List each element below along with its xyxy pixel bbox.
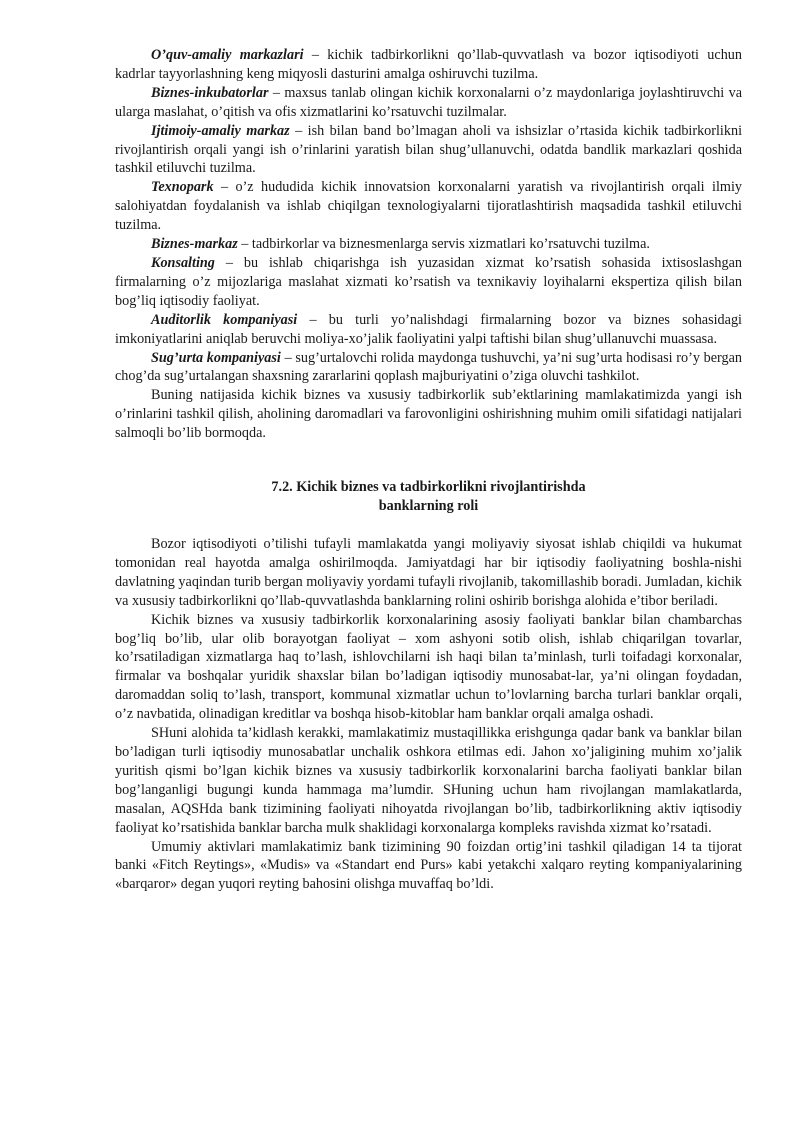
definition-term: Biznes-inkubatorlar bbox=[151, 84, 269, 101]
definition-text: – kichik tadbirkorlikni qo’llab-quvvatlash va bozor iqtisodiyoti uchun kadrlar tayyorlashning keng miqyosli dasturini amalga oshiruvchi tuzilma. bbox=[115, 47, 742, 82]
definition-term: Auditorlik kompaniyasi bbox=[151, 311, 298, 328]
definition-term: Biznes-markaz bbox=[151, 236, 238, 253]
section-heading-line: 7.2. Kichik biznes va tadbirkorlikni rivojlantirishda bbox=[271, 479, 586, 496]
definition-paragraph bbox=[115, 349, 742, 387]
definition-text: – o’z hududida kichik innovatsion korxonalarni yaratish va rivojlantirish orqali ilmiy salohiyatdan foydalanish va ishlab chiqilgan texnologiyalarni tijoratlashtirish maqsadida tashkil etiluvchi tuzilma. bbox=[115, 179, 742, 234]
document-page bbox=[115, 46, 742, 894]
definition-paragraph bbox=[115, 84, 742, 122]
definition-text: – sug’urtalovchi rolida maydonga tushuvchi, ya’ni sug’urta hodisasi ro’y bergan chog’da sug’urtalangan shaxsning zararlarini qoplash majburiyatini o’ziga oluvchi tashkilot. bbox=[115, 349, 742, 385]
spacer bbox=[115, 443, 742, 478]
definition-text: – bu turli yo’nalishdagi firmalarning bozor va biznes sohasidagi imkoniyatlarini aniqlab beruvchi moliya-xo’jalik faoliyatini yalpi taftishi bilan shug’ullanuvchi muassasa. bbox=[115, 311, 742, 347]
summary-paragraph: Buning natijasida kichik biznes va xususiy tadbirkorlik sub’ektlarining mamlakatimizda yangi ish o’rinlarini tashkil qilish, aholining daromadlari va farovonligini oshirishning muhim omili sifatidagi natijalari salmoqli bo’lib bormoqda. bbox=[115, 387, 742, 442]
definition-paragraph bbox=[115, 178, 742, 235]
spacer bbox=[115, 516, 742, 535]
definition-paragraph bbox=[115, 235, 742, 254]
definition-paragraph bbox=[115, 46, 742, 84]
section-heading bbox=[115, 478, 742, 516]
body-paragraph: Umumiy aktivlari mamlakatimiz bank tizimining 90 foizdan ortig’ini tashkil qiladigan 14 ta tijorat banki «Fitch Reytings», «Mudis» va «Standart end Purs» kabi yetakchi xalqaro reyting kompaniyalarining «barqaror» degan yuqori reyting bahosini olishga muvaffaq bo’ldi. bbox=[115, 838, 742, 893]
definition-text: – ish bilan band bo’lmagan aholi va ishsizlar o’rtasida kichik tadbirkorlikni rivojlantirish orqali yangi ish o’rinlarini yaratish bilan shug’ullanuvchi, odatda bandlik markazlari qoshida tashkil etiluvchi tuzilma. bbox=[115, 122, 743, 177]
definition-term: Ijtimoiy-amaliy markaz bbox=[151, 122, 290, 139]
section-heading-line: banklarning roli bbox=[378, 498, 479, 515]
body-paragraph: Kichik biznes va xususiy tadbirkorlik korxonalarining asosiy faoliyati banklar bilan chambarchas bog’liq bo’lib, ular olib borayotgan faoliyat – xom ashyoni sotib olish, ishlab chiqarilgan tovarlar, ko’rsatiladigan xizmatlarga haq to’lash, ishlovchilarni ish haqi bilan ta’minlash, turli toifadagi korxonalar, firmalar va boshqalar yuridik shaxslar bilan bo’ladigan iqtisodiy munosabat-lar, ya’ni olingan foydadan, daromaddan soliq to’lash, transport, kommunal xizmatlar uchun to’lovlarning barcha turlari banklar orqali, o’z navbatida, olinadigan kreditlar va boshqa hisob-kitoblar ham banklar orqali amalga oshadi. bbox=[115, 611, 742, 723]
definition-term: O’quv-amaliy markazlari bbox=[151, 47, 304, 63]
definition-text: – maxsus tanlab olingan kichik korxonalarni o’z maydonlariga joylashtiruvchi va ularga maslahat, o’qitish va ofis xizmatlarini ko’rsatuvchi tuzilmalar. bbox=[115, 84, 742, 120]
definition-term: Texnopark bbox=[151, 179, 214, 196]
definition-text: – bu ishlab chiqarishga ish yuzasidan xizmat ko’rsatish sohasida ixtisoslashgan firmalarning o’z mijozlariga maslahat xizmati ko’rsatish va texnikaviy loyihalarni ekspertiza qilish bilan bog’liq iqtisodiy faoliyat. bbox=[115, 254, 742, 309]
definition-paragraph bbox=[115, 311, 742, 349]
definition-text: – tadbirkorlar va biznesmenlarga servis xizmatlari ko’rsatuvchi tuzilma. bbox=[237, 236, 650, 253]
definition-paragraph bbox=[115, 122, 742, 179]
definition-term: Sug’urta kompaniyasi bbox=[151, 349, 281, 366]
body-paragraph: SHuni alohida ta’kidlash kerakki, mamlakatimiz mustaqillikka erishgunga qadar bank va banklar bilan bo’ladigan turli iqtisodiy munosabatlar unchalik oshkora etilmas edi. Jahon xo’jaligining muhim xo’jalik yuritish qismi bo’lgan kichik biznes va xususiy tadbirkorlik korxonalarini barcha faoliyati banklar bilan bog’langanligi bugungi kunda hammaga ma’lumdir. SHuning uchun ham rivojlangan mamlakatlarda, masalan, AQSHda bank tizimining faoliyati nihoyatda rivojlangan bo’lib, tadbirkorlikning aktiv iqtisodiy faoliyat ko’rsatishida banklar barcha mulk shaklidagi korxonalarga kompleks ravishda xizmat ko’rsatadi. bbox=[115, 725, 742, 836]
definition-paragraph bbox=[115, 254, 742, 311]
definition-term: Konsalting bbox=[151, 254, 215, 271]
body-paragraph: Bozor iqtisodiyoti o’tilishi tufayli mamlakatda yangi moliyaviy siyosat ishlab chiqildi va hukumat tomonidan real hayotda amalga oshirilmoqda. Jamiyatdagi har bir iqtisodiy faoliyatning boshla-nishi davlatning yaqindan turib bergan moliyaviy yordami tufayli rivojlanib, takomillashib boradi. Jumladan, kichik va xususiy tadbirkorlikni qo’llab-quvvatlashda banklarning rolini oshirib borishga alohida e’tibor beriladi. bbox=[115, 536, 743, 609]
